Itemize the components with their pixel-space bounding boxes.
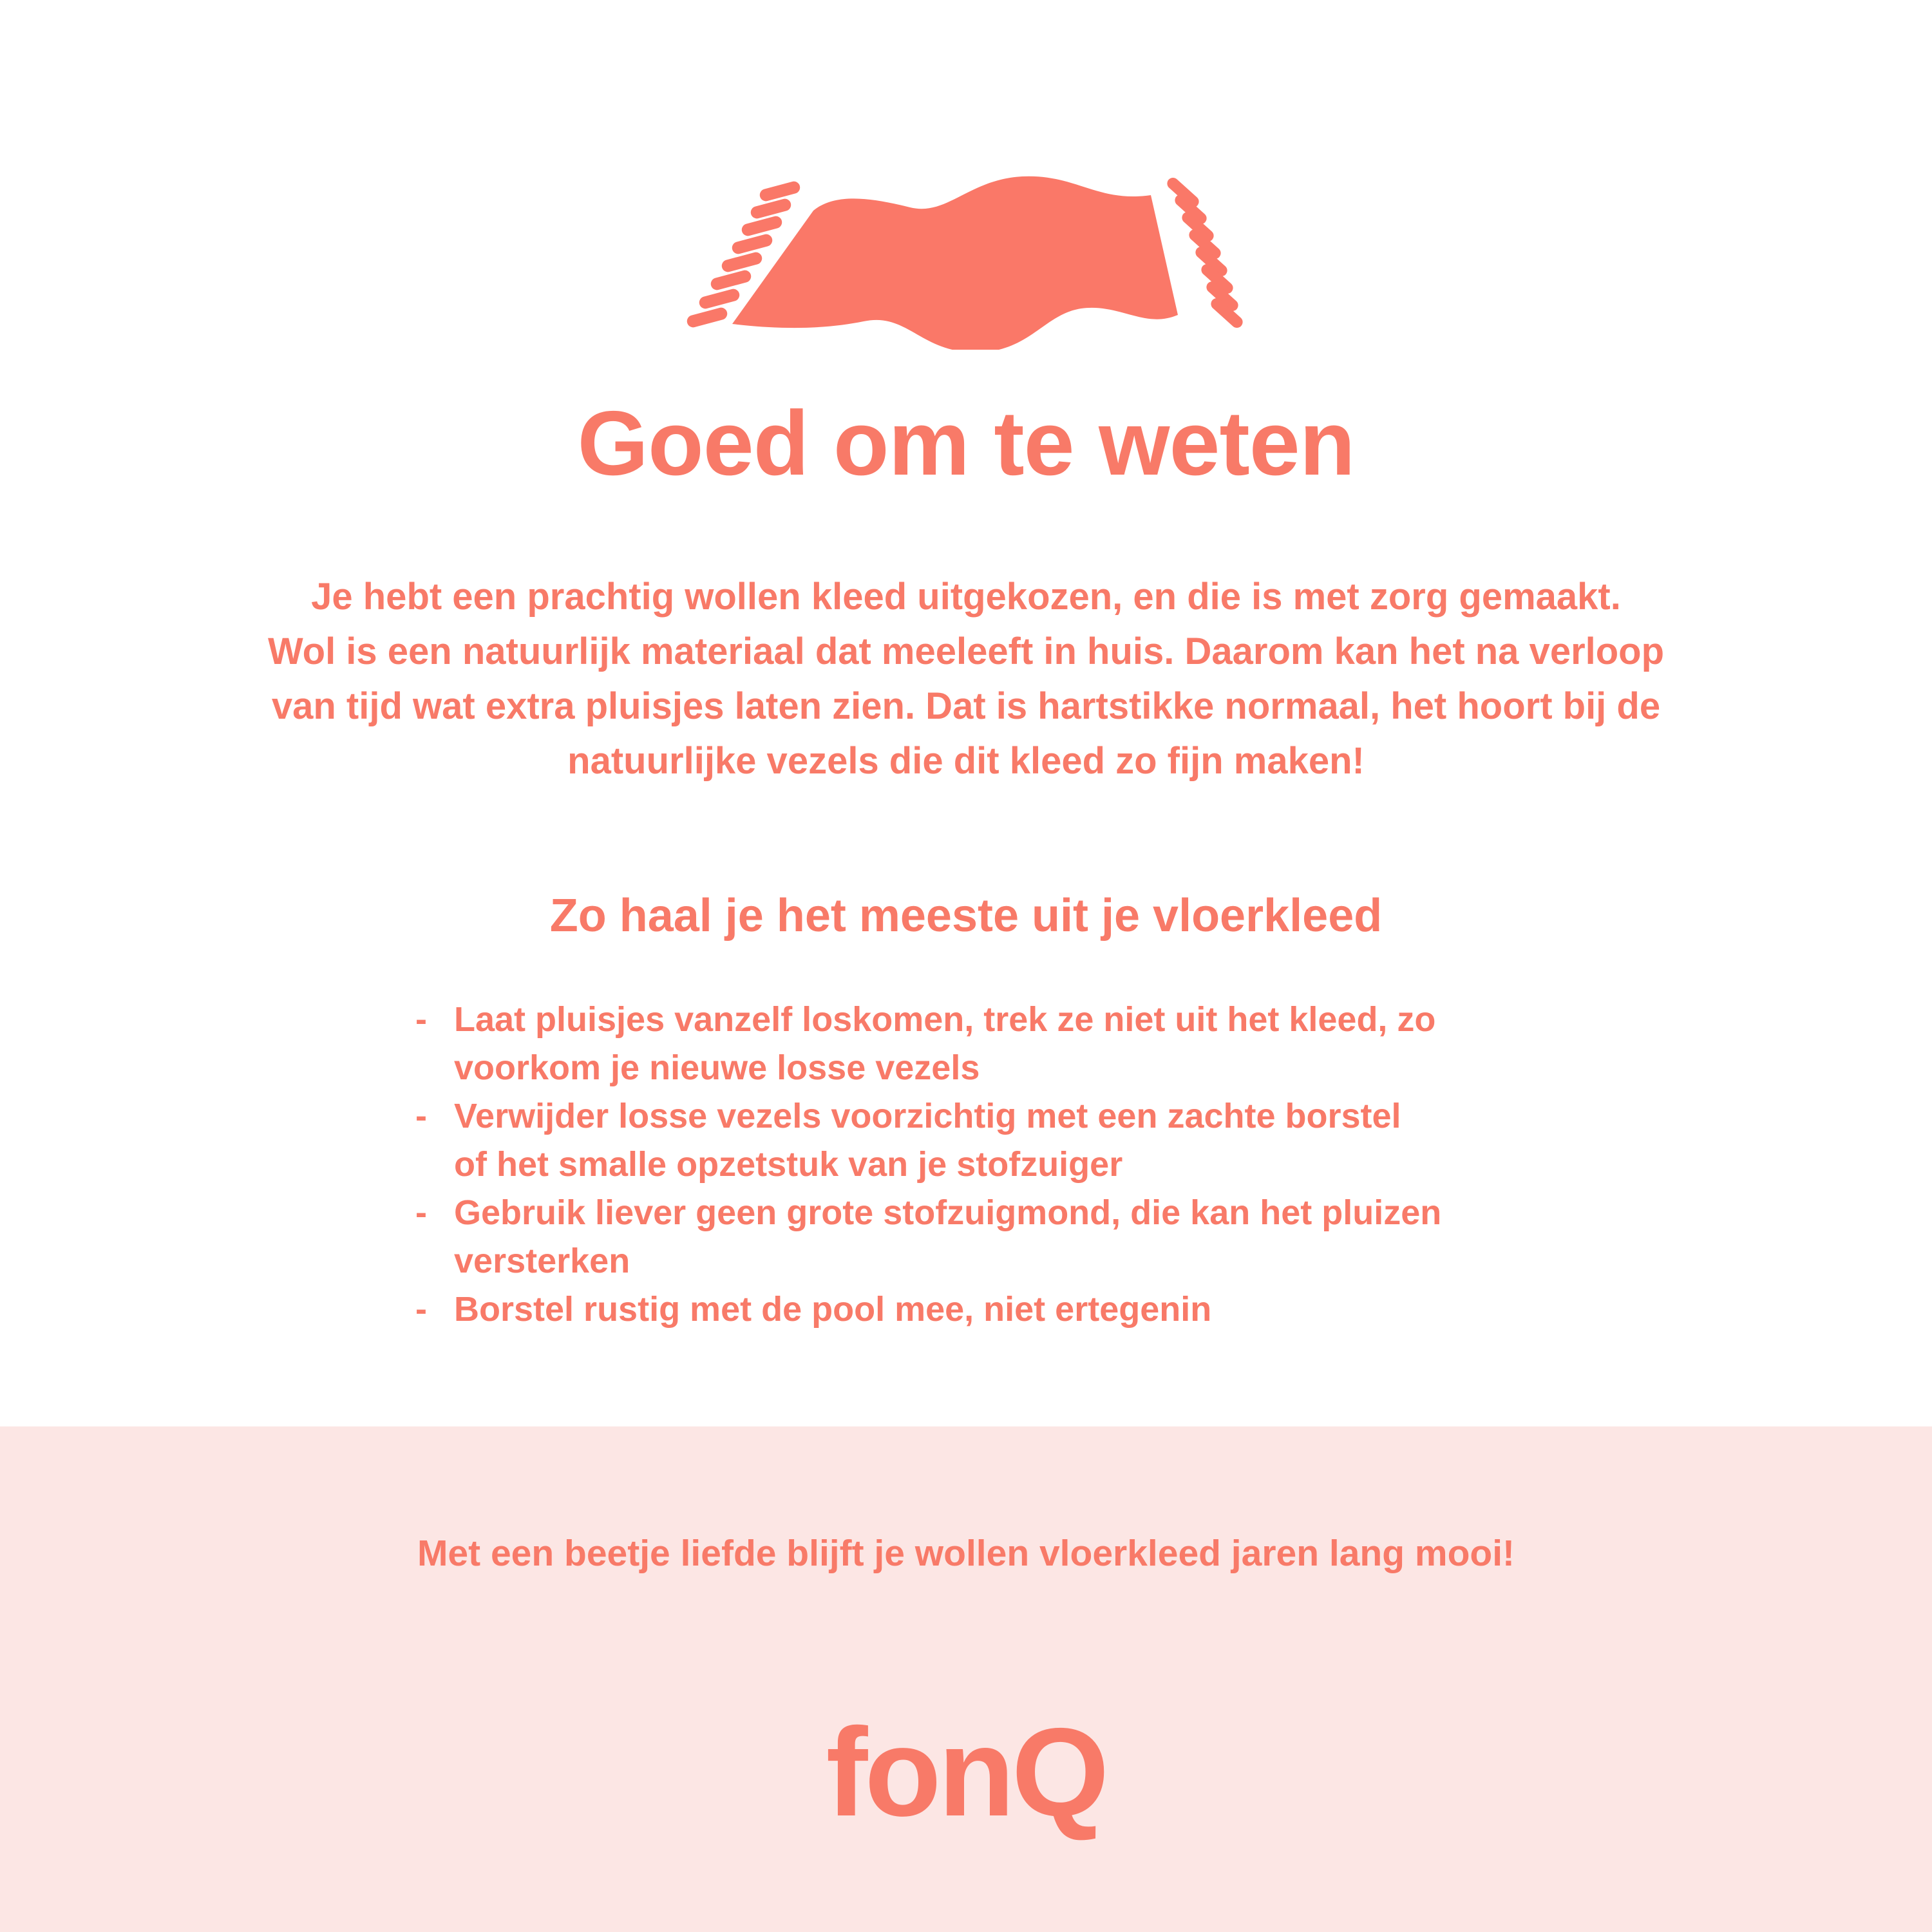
intro-paragraph — [0, 569, 1932, 788]
bullet-text: versterken — [454, 1242, 630, 1280]
footer-band — [0, 1426, 1932, 1932]
intro-line: natuurlijke vezels die dit kleed zo fijn maken! — [567, 740, 1365, 782]
bullet-dash-marker: - — [415, 1000, 427, 1039]
page-title: Goed om te weten — [577, 392, 1355, 495]
footer-message: Met een beetje liefde blijft je wollen vloerkleed jaren lang mooi! — [417, 1533, 1515, 1574]
bullet-dash-marker — [415, 1044, 454, 1092]
bullet-dash-marker: - — [415, 1097, 427, 1135]
rug-illustration — [667, 163, 1246, 350]
bullet-dash-marker — [415, 1141, 454, 1189]
bullet-text: of het smalle opzetstuk van je stofzuiger — [454, 1145, 1123, 1184]
tips-list-item-line — [415, 1092, 1639, 1141]
bullet-text: Gebruik liever geen grote stofzuigmond, die kan het pluizen — [454, 1193, 1442, 1232]
tips-heading: Zo haal je het meeste uit je vloerkleed — [549, 890, 1383, 942]
bullet-text: Verwijder losse vezels voorzichtig met een zachte borstel — [454, 1097, 1401, 1135]
bullet-text: Borstel rustig met de pool mee, niet ertegenin — [454, 1290, 1212, 1329]
intro-line: van tijd wat extra pluisjes laten zien. Dat is hartstikke normaal, het hoort bij de — [271, 685, 1661, 727]
tips-list-item-line — [415, 996, 1639, 1044]
bullet-dash-marker: - — [415, 1193, 427, 1232]
bullet-text: voorkom je nieuwe losse vezels — [454, 1048, 980, 1087]
tips-list — [415, 996, 1639, 1334]
bullet-dash-marker: - — [415, 1290, 427, 1329]
fonq-logo: fonQ — [826, 1702, 1106, 1842]
rug-body — [732, 176, 1178, 350]
rug-right-fringe-icon — [1165, 175, 1245, 330]
intro-line: Je hebt een prachtig wollen kleed uitgekozen, en die is met zorg gemaakt. — [311, 576, 1621, 618]
tips-list-item-line — [415, 1044, 1639, 1092]
tips-list-item-line — [415, 1237, 1639, 1285]
tips-list-item-line — [415, 1141, 1639, 1189]
bullet-dash-marker — [415, 1237, 454, 1285]
tips-list-item-line — [415, 1285, 1639, 1334]
intro-line: Wol is een natuurlijk materiaal dat meeleeft in huis. Daarom kan het na verloop — [267, 630, 1665, 672]
bullet-text: Laat pluisjes vanzelf loskomen, trek ze niet uit het kleed, zo — [454, 1000, 1436, 1039]
tips-list-item-line — [415, 1189, 1639, 1237]
